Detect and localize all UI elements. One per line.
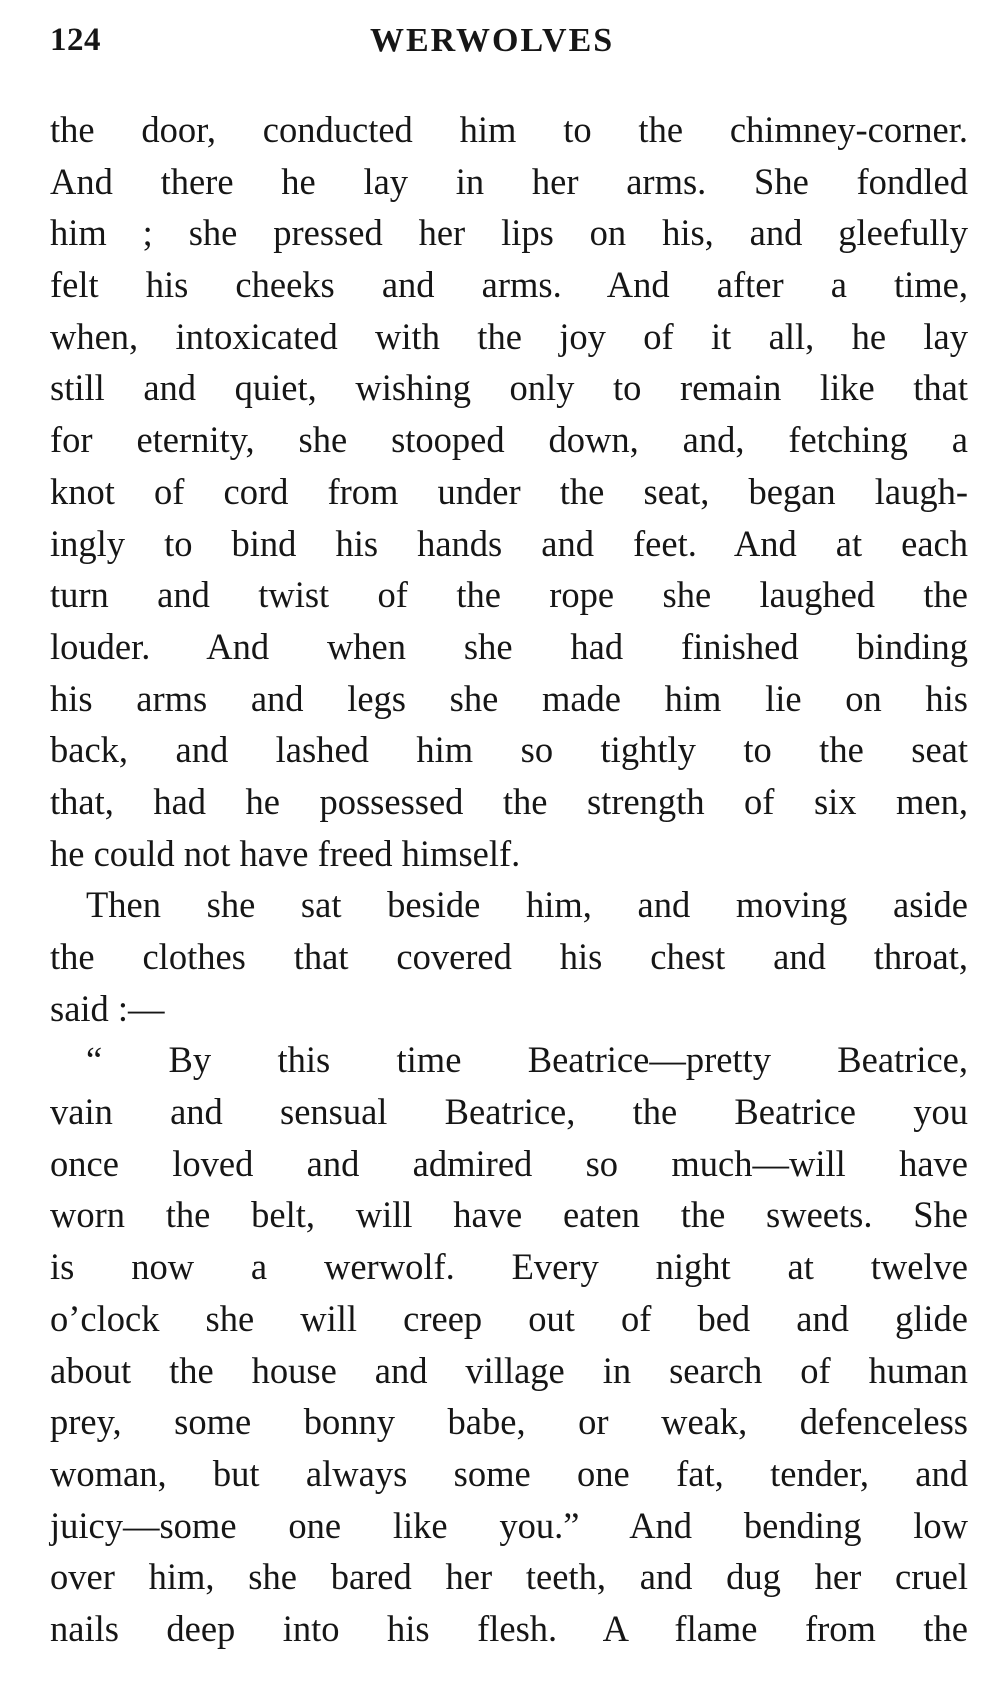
text-line: nails deep into his flesh. A flame from the <box>50 1607 968 1649</box>
text-line: back, and lashed him so tightly to the seat <box>50 729 968 771</box>
text-line: turn and twist of the rope she laughed the <box>50 574 968 616</box>
text-line: the door, conducted him to the chimney-corner. <box>50 109 968 150</box>
text-line: he could not have freed himself. <box>50 832 521 874</box>
running-head <box>50 22 968 76</box>
text-line: ingly to bind his hands and feet. And at each <box>50 522 968 564</box>
text-line: Then she sat beside him, and moving aside <box>86 884 968 926</box>
text-line: over him, she bared her teeth, and dug her cruel <box>50 1556 968 1598</box>
page-number: 124 <box>50 22 101 58</box>
text-line: the clothes that covered his chest and throat, <box>50 936 968 977</box>
text-line: said :— <box>50 987 165 1029</box>
text-line: once loved and admired so much—will have <box>50 1142 968 1184</box>
text-line: And there he lay in her arms. She fondled <box>50 160 968 202</box>
text-line: louder. And when she had finished binding <box>50 625 968 667</box>
text-line: that, had he possessed the strength of six men, <box>50 780 968 822</box>
text-line: about the house and village in search of human <box>50 1349 968 1391</box>
text-line: woman, but always some one fat, tender, and <box>50 1452 968 1494</box>
text-line: is now a werwolf. Every night at twelve <box>50 1246 968 1288</box>
text-line: for eternity, she stooped down, and, fetching a <box>50 419 968 461</box>
text-line: o’clock she will creep out of bed and glide <box>50 1297 968 1339</box>
text-line: his arms and legs she made him lie on his <box>50 677 968 719</box>
text-line: when, intoxicated with the joy of it all, he lay <box>50 315 968 357</box>
text-line: knot of cord from under the seat, began laugh- <box>50 470 968 512</box>
text-line: him ; she pressed her lips on his, and gleefully <box>50 212 968 254</box>
text-line: felt his cheeks and arms. And after a time, <box>50 264 968 306</box>
text-line: juicy—some one like you.” And bending low <box>50 1504 968 1546</box>
running-title: WERWOLVES <box>370 22 615 59</box>
text-line: still and quiet, wishing only to remain like that <box>50 367 968 409</box>
text-line: “ By this time Beatrice—pretty Beatrice, <box>86 1039 968 1081</box>
body-text <box>50 104 968 1655</box>
text-line: worn the belt, will have eaten the sweets. She <box>50 1194 968 1236</box>
text-line: vain and sensual Beatrice, the Beatrice you <box>50 1091 968 1133</box>
text-line: prey, some bonny babe, or weak, defenceless <box>50 1401 968 1443</box>
